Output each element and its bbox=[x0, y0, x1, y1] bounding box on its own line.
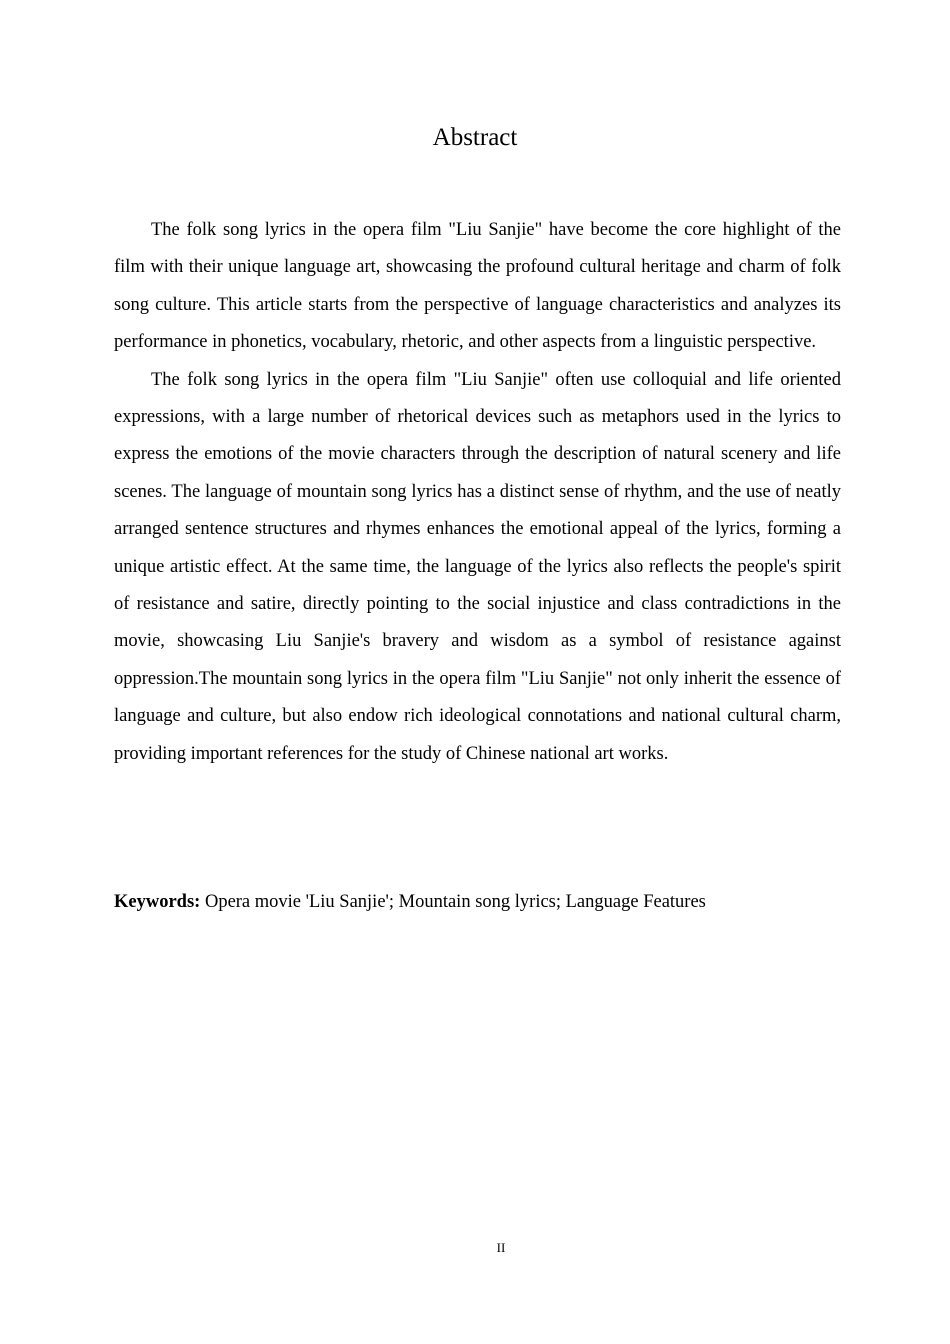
abstract-paragraph-2: The folk song lyrics in the opera film "Liu Sanjie" often use colloquial and life oriented expressions, with a large number of rhetorical devices such as metaphors used in the lyrics to express the emotions of the movie characters through the description of natural scenery and life scenes. The language of mountain song lyrics has a distinct sense of rhythm, and the use of neatly arranged sentence structures and rhymes enhances the emotional appeal of the lyrics, forming a unique artistic effect. At the same time, the language of the lyrics also reflects the people's spirit of resistance and satire, directly pointing to the social injustice and class contradictions in the movie, showcasing Liu Sanjie's bravery and wisdom as a symbol of resistance against oppression.The mountain song lyrics in the opera film "Liu Sanjie" not only inherit the essence of language and culture, but also endow rich ideological connotations and national cultural charm, providing important references for the study of Chinese national art works. bbox=[114, 369, 841, 764]
abstract-body bbox=[114, 212, 841, 773]
abstract-paragraph-1: The folk song lyrics in the opera film "Liu Sanjie" have become the core highlight of the film with their unique language art, showcasing the profound cultural heritage and charm of folk song culture. This article starts from the perspective of language characteristics and analyzes its performance in phonetics, vocabulary, rhetoric, and other aspects from a linguistic perspective. bbox=[114, 220, 841, 353]
keywords-line bbox=[114, 884, 841, 921]
page-number: II bbox=[496, 1240, 506, 1255]
page-title: Abstract bbox=[432, 124, 518, 151]
keywords-label: Keywords: bbox=[114, 892, 201, 912]
keywords-text: Opera movie 'Liu Sanjie'; Mountain song lyrics; Language Features bbox=[204, 892, 706, 912]
